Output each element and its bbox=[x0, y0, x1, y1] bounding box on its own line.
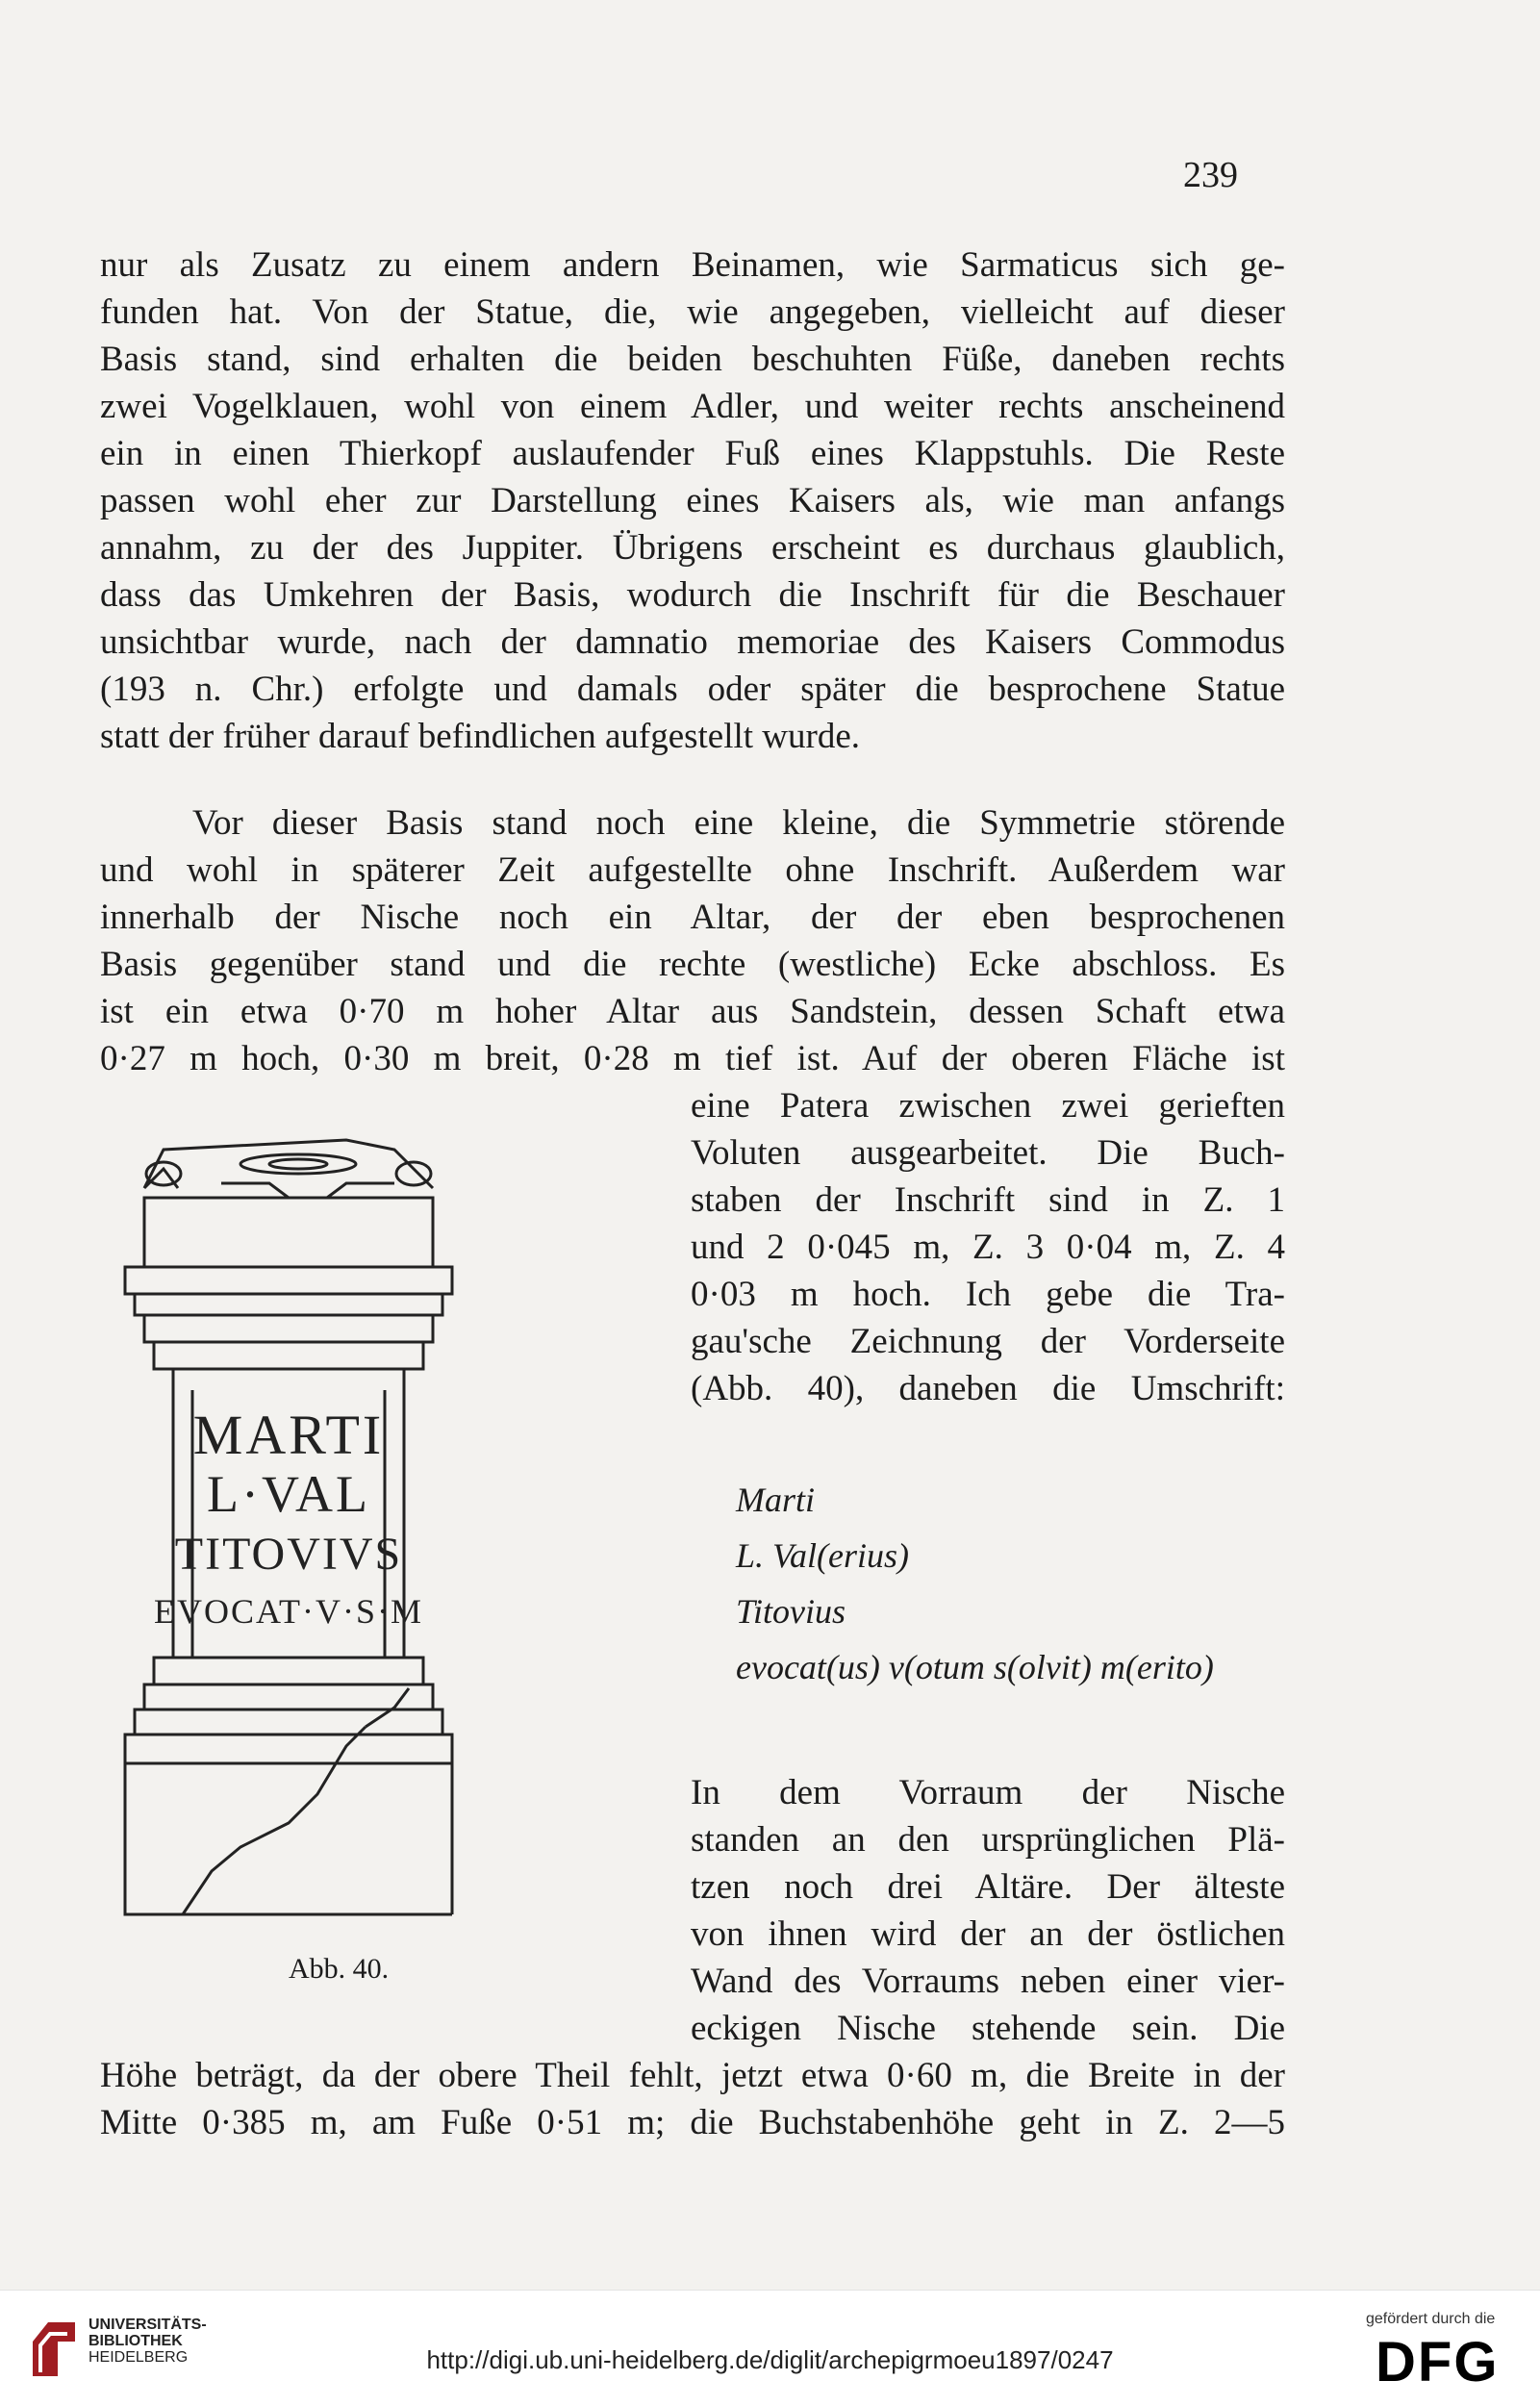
text-line: dass das Umkehren der Basis, wodurch die Inschrift für die Beschauer bbox=[100, 575, 1285, 615]
transcription-line: Marti bbox=[736, 1481, 816, 1519]
text-line: passen wohl eher zur Darstellung eines Kaisers als, wie man anfangs bbox=[100, 481, 1285, 520]
text-line: staben der Inschrift sind in Z. 1 bbox=[691, 1180, 1285, 1220]
figure-inscription-line-1: MARTI bbox=[192, 1404, 385, 1466]
text-line: In dem Vorraum der Nische bbox=[691, 1773, 1285, 1812]
text-line: 0·27 m hoch, 0·30 m breit, 0·28 m tief ist. Auf der oberen Fläche ist bbox=[100, 1039, 1285, 1078]
figure-caption: Abb. 40. bbox=[289, 1953, 390, 1985]
source-url[interactable]: http://digi.ub.uni-heidelberg.de/diglit/archepigrmoeu1897/0247 bbox=[426, 2345, 1114, 2374]
text-line: nur als Zusatz zu einem andern Beinamen, wie Sarmaticus sich ge- bbox=[100, 245, 1285, 285]
text-line: Basis gegenüber stand und die rechte (westliche) Ecke abschloss. Es bbox=[100, 945, 1285, 984]
text-line: Höhe beträgt, da der obere Theil fehlt, jetzt etwa 0·60 m, die Breite in der bbox=[100, 2056, 1285, 2095]
text-line: standen an den ursprünglichen Plä- bbox=[691, 1820, 1285, 1860]
text-line: zwei Vogelklauen, wohl von einem Adler, und weiter rechts anscheinend bbox=[100, 387, 1285, 426]
altar-figure bbox=[106, 1130, 587, 1948]
transcription-line: Titovius bbox=[736, 1592, 846, 1631]
text-line: von ihnen wird der an der östlichen bbox=[691, 1914, 1285, 1954]
library-name-line: UNIVERSITÄTS- bbox=[88, 2317, 207, 2333]
funding-note: gefördert durch die bbox=[1366, 2311, 1496, 2327]
library-name-line: BIBLIOTHEK bbox=[88, 2333, 183, 2349]
text-line: statt der früher darauf befindlichen aufgestellt wurde. bbox=[100, 717, 861, 756]
figure-inscription-line-3: TITOVIVS bbox=[174, 1529, 403, 1580]
text-line: gau'sche Zeichnung der Vorderseite bbox=[691, 1322, 1285, 1361]
text-line: Wand des Vorraums neben einer vier- bbox=[691, 1962, 1285, 2001]
text-line: annahm, zu der des Juppiter. Übrigens erscheint es durchaus glaublich, bbox=[100, 528, 1285, 568]
library-name-line: HEIDELBERG bbox=[88, 2349, 189, 2366]
text-line: Mitte 0·385 m, am Fuße 0·51 m; die Buchstabenhöhe geht in Z. 2—5 bbox=[100, 2103, 1285, 2142]
text-line: 0·03 m hoch. Ich gebe die Tra- bbox=[691, 1275, 1285, 1314]
text-line: eckigen Nische stehende sein. Die bbox=[691, 2009, 1285, 2048]
figure-inscription-line-2: L·VAL bbox=[207, 1465, 370, 1523]
text-line: (193 n. Chr.) erfolgte und damals oder später die besprochene Statue bbox=[100, 670, 1285, 709]
text-line: unsichtbar wurde, nach der damnatio memoriae des Kaisers Commodus bbox=[100, 622, 1285, 662]
text-line: tzen noch drei Altäre. Der älteste bbox=[691, 1867, 1285, 1907]
text-line: funden hat. Von der Statue, die, wie angegeben, vielleicht auf dieser bbox=[100, 292, 1285, 332]
dfg-logo: DFG bbox=[1376, 2331, 1500, 2393]
text-line: ein in einen Thierkopf auslaufender Fuß eines Klappstuhls. Die Reste bbox=[100, 434, 1285, 473]
text-line: eine Patera zwischen zwei gerieften bbox=[691, 1086, 1285, 1126]
transcription-line: L. Val(erius) bbox=[736, 1536, 909, 1575]
text-line: und wohl in späterer Zeit aufgestellte ohne Inschrift. Außerdem war bbox=[100, 850, 1285, 890]
text-line: Voluten ausgearbeitet. Die Buch- bbox=[691, 1133, 1285, 1173]
text-line: (Abb. 40), daneben die Umschrift: bbox=[691, 1369, 1285, 1408]
text-line: innerhalb der Nische noch ein Altar, der der eben besprochenen bbox=[100, 898, 1285, 937]
figure-inscription-line-4: EVOCAT·V·S·M bbox=[154, 1592, 423, 1631]
text-line: Basis stand, sind erhalten die beiden beschuhten Füße, daneben rechts bbox=[100, 340, 1285, 379]
text-line: und 2 0·045 m, Z. 3 0·04 m, Z. 4 bbox=[691, 1228, 1285, 1267]
text-line: Vor dieser Basis stand noch eine kleine, die Symmetrie störende bbox=[192, 803, 1285, 843]
page-number: 239 bbox=[1183, 155, 1238, 195]
transcription-line: evocat(us) v(otum s(olvit) m(erito) bbox=[736, 1648, 1214, 1686]
text-line: ist ein etwa 0·70 m hoher Altar aus Sandstein, dessen Schaft etwa bbox=[100, 992, 1285, 1031]
